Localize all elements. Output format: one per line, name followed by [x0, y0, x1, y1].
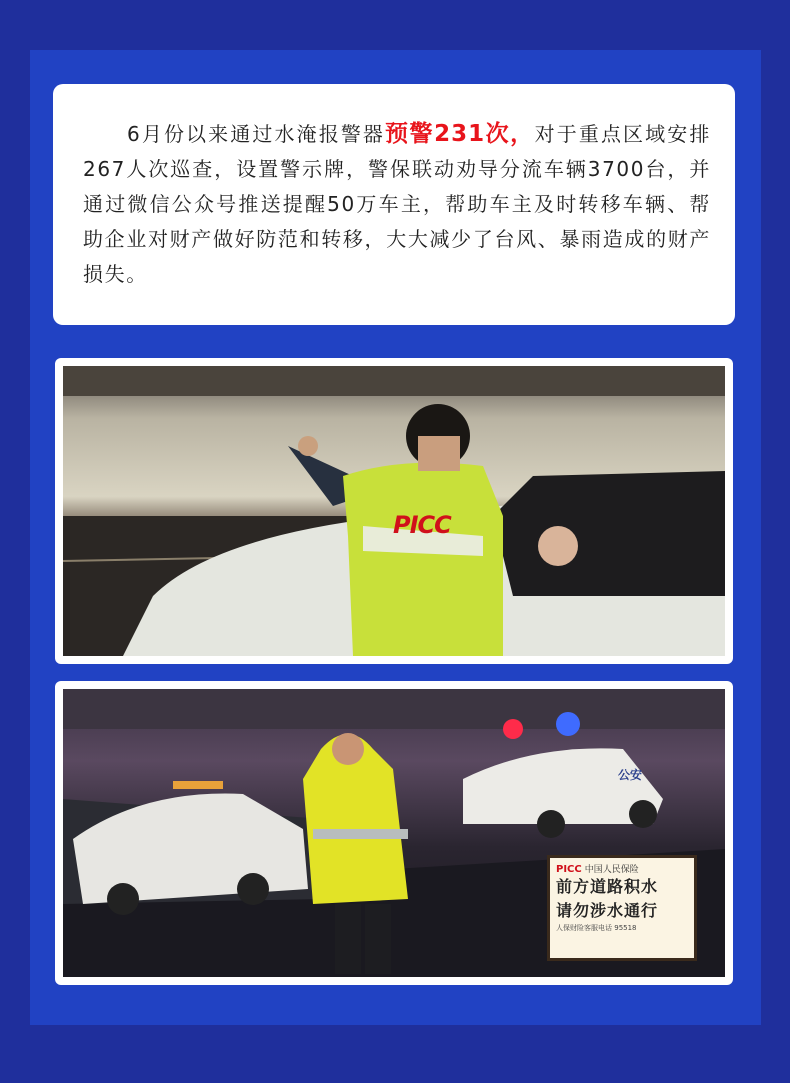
sign-footer-left: 人保财险客服电话	[556, 924, 612, 932]
sign-header	[556, 862, 688, 875]
warning-sign	[547, 855, 697, 961]
photo-frame-1	[55, 358, 733, 664]
sign-footer	[556, 923, 688, 933]
article-highlight: 预警231次，	[385, 121, 535, 147]
car-marking: 公安	[618, 768, 643, 782]
sign-line-2: 请勿涉水通行	[556, 901, 659, 920]
sign-line-1: 前方道路积水	[556, 877, 659, 896]
sign-brand: PICC	[556, 864, 582, 875]
vest-logo: PICC	[393, 511, 451, 539]
sign-org: 中国人民保险	[584, 865, 639, 875]
photo-traffic-guidance	[63, 366, 725, 656]
article-text-post: 对于重点区域安排267人次巡查，设置警示牌，警保联动劝导分流车辆3700台，并通过微信公众号推送提醒50万车主，帮助车主及时转移车辆、帮助企业对财产做好防范和转移，大大减少了台风、暴雨造成的财产损失。	[83, 122, 711, 286]
sign-footer-phone: 95518	[614, 924, 637, 932]
article-paragraph	[83, 117, 711, 292]
text-card	[53, 84, 735, 325]
article-text-pre: 6月份以来通过水淹报警器	[127, 122, 386, 146]
photo-frame-2	[55, 681, 733, 985]
photo-flood-warning	[63, 689, 725, 977]
